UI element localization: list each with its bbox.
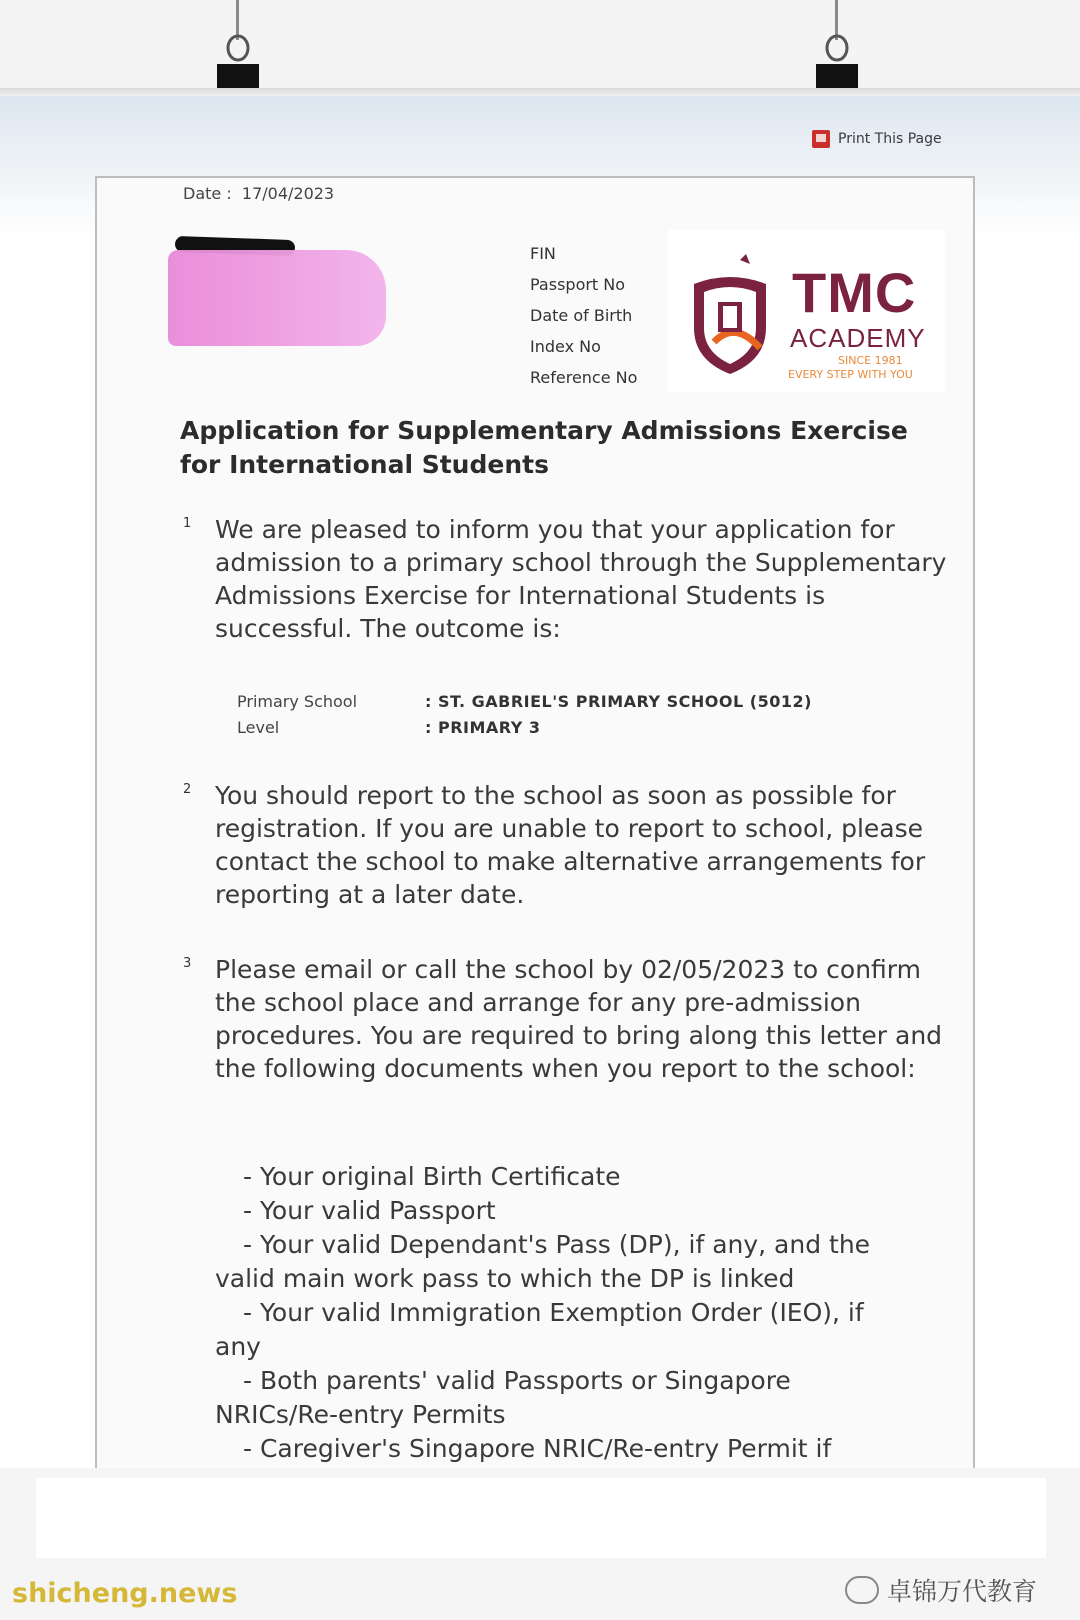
title-line-1: Application for Supplementary Admissions Exercise xyxy=(180,416,908,445)
logo-sub: ACADEMY xyxy=(790,323,926,353)
label-index: Index No xyxy=(530,337,601,356)
label-reference: Reference No xyxy=(530,368,638,387)
identity-labels xyxy=(530,238,637,393)
doc-item-continuation: any xyxy=(215,1332,261,1361)
label-dob: Date of Birth xyxy=(530,306,633,325)
printer-icon xyxy=(812,130,830,148)
binder-clip-left-icon xyxy=(213,34,263,92)
para-1-number: 1 xyxy=(183,516,192,531)
school-value: : ST. GABRIEL'S PRIMARY SCHOOL (5012) xyxy=(425,692,812,711)
doc-item-continuation: valid main work pass to which the DP is linked xyxy=(215,1264,795,1293)
redaction-block xyxy=(168,250,386,346)
doc-item: - Caregiver's Singapore NRIC/Re-entry Permit if xyxy=(243,1434,832,1463)
para-2-text: You should report to the school as soon as possible for registration. If you are unable to report to school, please contact the school to make alternative arrangements for reporting at a later date. xyxy=(215,781,926,909)
watermark-cn-text: 卓锦万代教育 xyxy=(887,1577,1038,1606)
print-page-label: Print This Page xyxy=(838,131,942,147)
documents-list xyxy=(215,1160,960,1466)
logo-name: TMC xyxy=(792,261,917,324)
doc-item: - Your original Birth Certificate xyxy=(243,1162,621,1191)
doc-item-continuation: NRICs/Re-entry Permits xyxy=(215,1400,506,1429)
doc-item: - Both parents' valid Passports or Singapore xyxy=(243,1366,791,1395)
doc-item: - Your valid Passport xyxy=(243,1196,496,1225)
label-passport: Passport No xyxy=(530,275,626,294)
letter-date xyxy=(183,184,334,203)
logo-since: SINCE 1981 xyxy=(838,354,903,367)
title-line-2: for International Students xyxy=(180,450,549,479)
school-label: Primary School xyxy=(237,692,358,711)
level-label: Level xyxy=(237,718,280,737)
date-label: Date : xyxy=(183,184,232,203)
bottom-cover-panel xyxy=(36,1478,1046,1558)
watermark-wechat xyxy=(845,1572,1037,1608)
doc-item: - Your valid Dependant's Pass (DP), if any, and the xyxy=(243,1230,871,1259)
shield-logo-icon xyxy=(680,250,790,378)
para-3-number: 3 xyxy=(183,956,192,971)
label-fin: FIN xyxy=(530,244,556,263)
level-value: : PRIMARY 3 xyxy=(425,718,541,737)
para-3-text: Please email or call the school by 02/05/2023 to confirm the school place and arrange for any pre-admission procedures. You are required to bring along this letter and the following documents when you report to the school: xyxy=(215,955,943,1083)
letter-title xyxy=(180,414,960,482)
tmc-logo xyxy=(668,230,945,392)
logo-tagline: EVERY STEP WITH YOU xyxy=(788,368,913,381)
para-1-text: We are pleased to inform you that your application for admission to a primary school through the Supplementary Admissions Exercise for International Students is successful. The outcome is: xyxy=(215,515,947,643)
watermark-site: shicheng.news xyxy=(12,1578,238,1609)
date-value: 17/04/2023 xyxy=(241,184,335,203)
para-2-number: 2 xyxy=(183,782,192,797)
doc-item: - Your valid Immigration Exemption Order (IEO), if xyxy=(243,1298,864,1327)
wechat-icon xyxy=(845,1576,879,1604)
binder-clip-right-icon xyxy=(812,34,862,92)
print-page-link[interactable] xyxy=(812,130,942,148)
